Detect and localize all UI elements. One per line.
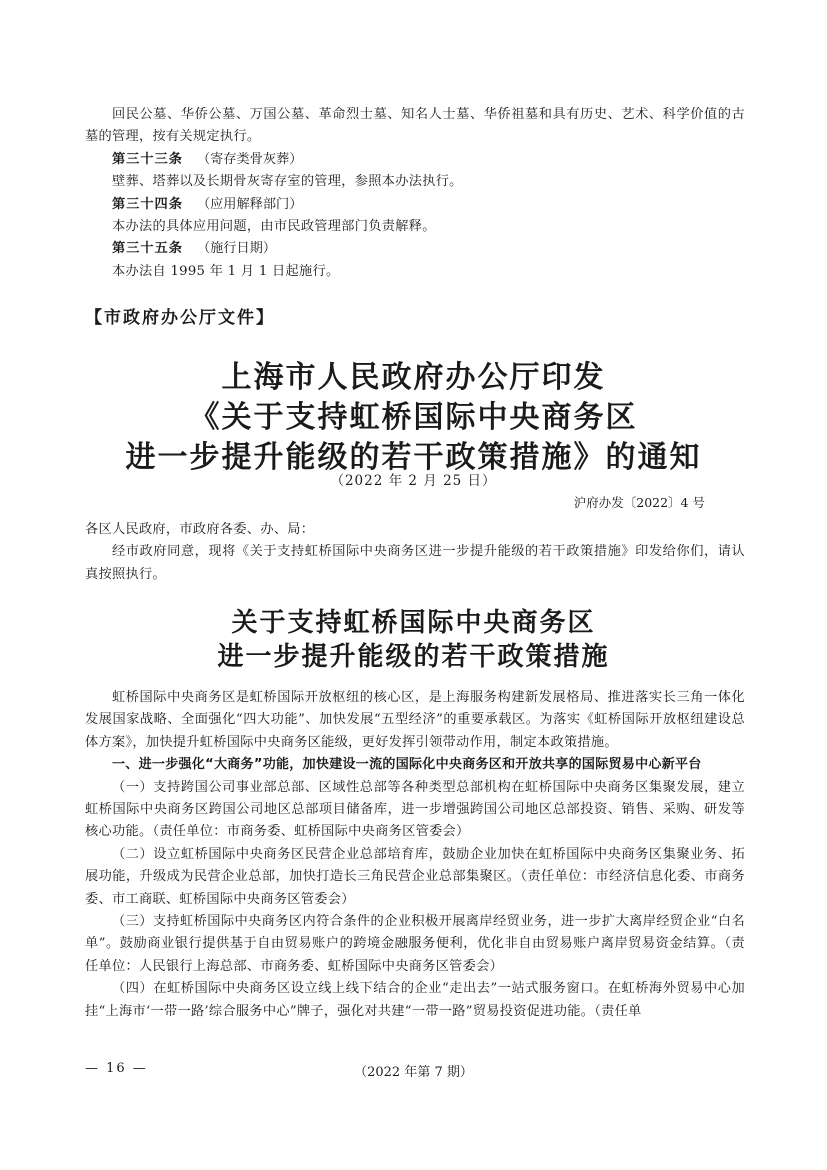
page-number: — 16 — — [85, 1061, 148, 1076]
paragraph-cemetery-management: 回民公墓、华侨公墓、万国公墓、革命烈士墓、知名人士墓、华侨祖墓和具有历史、艺术、科学价值的古墓的管理，按有关规定执行。 — [85, 107, 745, 145]
notice-title-line: 《关于支持虹桥国际中央商务区 — [189, 400, 638, 435]
previous-regulation-tail — [85, 104, 745, 283]
article-number: 第三十五条 — [112, 241, 183, 257]
issue-label: （2022 年第 7 期） — [354, 1065, 473, 1080]
article-title: （寄存类骨灰葬） — [196, 151, 303, 167]
policy-title — [0, 606, 827, 674]
article-35-body: 本办法自 1995 年 1 月 1 日起施行。 — [112, 263, 340, 279]
policy-item-2: （二）设立虹桥国际中央商务区民营企业总部培育库，鼓励企业加快在虹桥国际中央商务区集聚业务、拓展功能，升级成为民营企业总部，加快打造长三角民营企业总部集聚区。（责任单位：市经济信息化委、市商务委、市工商联、虹桥国际中央商务区管委会） — [85, 846, 745, 907]
article-34-heading — [85, 194, 745, 216]
policy-title-line: 进一步提升能级的若干政策措施 — [217, 642, 610, 672]
section-heading-1: 一、进一步强化“大商务”功能，加快建设一流的国际化中央商务区和开放共享的国际贸易中心新平台 — [112, 757, 702, 773]
section-tag: 【市政府办公厅文件】 — [85, 308, 275, 328]
policy-title-line: 关于支持虹桥国际中央商务区 — [231, 608, 596, 638]
article-number: 第三十三条 — [112, 151, 183, 167]
article-title: （应用解释部门） — [196, 196, 303, 212]
notice-paragraph: 经市政府同意，现将《关于支持虹桥国际中央商务区进一步提升能级的若干政策措施》印发给你们，请认真按照执行。 — [85, 544, 745, 582]
policy-item-3: （三）支持虹桥国际中央商务区内符合条件的企业积极开展离岸经贸业务，进一步扩大离岸经贸企业“白名单”。鼓励商业银行提供基于自由贸易账户的跨境金融服务便利，优化非自由贸易账户离岸贸易资金结算。（责任单位：人民银行上海总部、市商务委、虹桥国际中央商务区管委会） — [85, 914, 745, 974]
notice-title — [0, 358, 827, 478]
article-33-heading — [85, 149, 745, 171]
article-number: 第三十四条 — [112, 196, 183, 212]
article-34-body: 本办法的具体应用问题，由市民政管理部门负责解释。 — [112, 219, 436, 235]
policy-intro: 虹桥国际中央商务区是虹桥国际开放枢纽的核心区，是上海服务构建新发展格局、推进落实长三角一体化发展国家战略、全面强化“四大功能”、加快发展“五型经济”的重要承载区。为落实《虹桥国际开放枢纽建设总体方案》，加快提升虹桥国际中央商务区能级，更好发挥引领带动作用，制定本政策措施。 — [85, 690, 745, 750]
addressee: 各区人民政府，市政府各委、办、局： — [85, 522, 315, 537]
notice-date: （2022 年 2 月 25 日） — [330, 473, 497, 489]
article-title: （施行日期） — [196, 241, 277, 257]
policy-body — [85, 687, 745, 1023]
policy-item-4: （四）在虹桥国际中央商务区设立线上线下结合的企业“走出去”一站式服务窗口。在虹桥海外贸易中心加挂“上海市‘一带一路’综合服务中心”牌子，强化对共建“一带一路”贸易投资促进功能。（责任单 — [85, 981, 745, 1019]
policy-item-1: （一）支持跨国公司事业部总部、区域性总部等各种类型总部机构在虹桥国际中央商务区集聚发展，建立虹桥国际中央商务区跨国公司地区总部项目储备库，进一步增强跨国公司地区总部投资、销售、采购、研发等核心功能。（责任单位：市商务委、虹桥国际中央商务区管委会） — [85, 779, 745, 840]
notice-title-line: 进一步提升能级的若干政策措施》的通知 — [125, 440, 702, 475]
notice-body — [85, 519, 745, 586]
article-33-body: 壁葬、塔葬以及长期骨灰寄存室的管理，参照本办法执行。 — [112, 174, 463, 190]
document-number: 沪府办发〔2022〕4 号 — [573, 495, 705, 510]
article-35-heading — [85, 238, 745, 260]
notice-title-line: 上海市人民政府办公厅印发 — [221, 360, 606, 395]
